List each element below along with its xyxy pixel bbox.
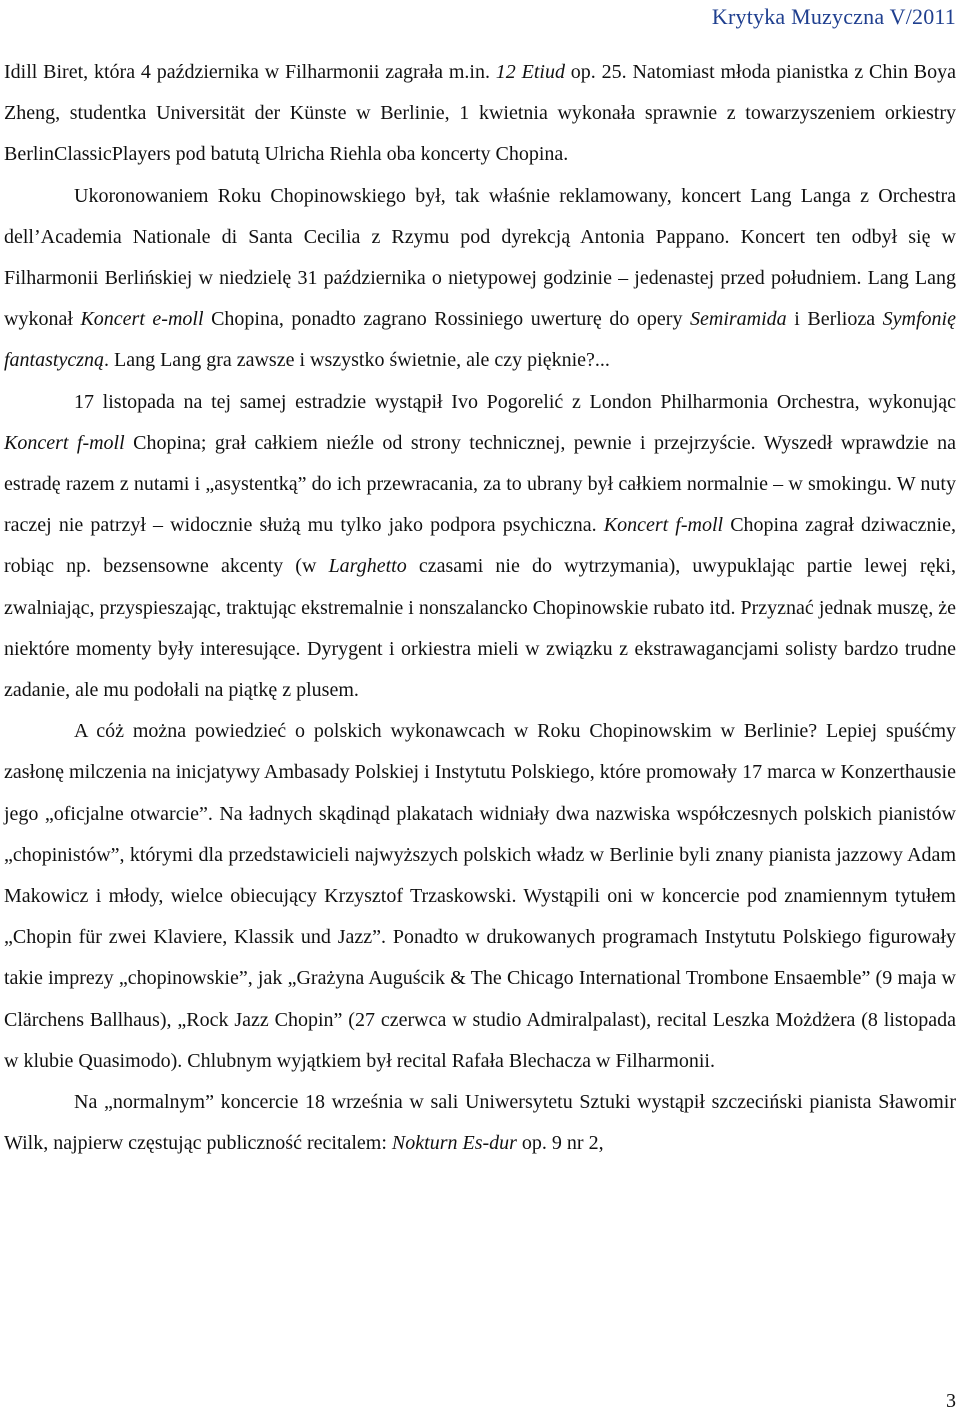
- text-run: czasami nie do wytrzymania), uwypuklając partie lewej ręki, zwalniając, przyspieszając, traktując ekstremalnie i nonszalancko Chopinowskie rubato itd. Przyznać jednak muszę, że niektóre momenty były interesujące. Dyrygent i orkiestra mieli w związku z ekstrawagancjami solisty bardzo trudne zadanie, ale mu podołali na piątkę z plusem.: [4, 555, 956, 702]
- text-run: Chopina; grał całkiem nieźle od strony technicznej, pewnie i przejrzyście. Wyszedł wprawdzie na estradę razem z nutami i „asystentką” do ich przewracania, za to ubrany był całkiem normalnie – w smokingu. W nuty raczej nie patrzył – widocznie służą mu tylko jako podpora psychiczna.: [4, 431, 956, 537]
- work-title: 12 Etiud: [495, 61, 565, 83]
- text-run: . Lang Lang gra zawsze i wszystko świetnie, ale czy pięknie?...: [104, 349, 610, 372]
- work-title: Koncert e-moll: [80, 308, 204, 331]
- page-number: 3: [946, 1390, 956, 1412]
- work-title: Nokturn Es-dur: [391, 1132, 517, 1155]
- text-run: Ukoronowaniem Roku Chopinowskiego był, tak właśnie reklamowany, koncert Lang Langa z Orchestra dell’Academia Nationale di Santa Cecilia z Rzymu pod dyrekcją Antonia Pappano. Koncert ten odbył się w Filharmonii Berlińskiej w niedzielę 31 października o nietypowej godzinie – jedenastej przed południem. Lang Lang wykonał: [4, 184, 956, 331]
- paragraph-1: [4, 52, 956, 176]
- work-title: Symfonię fantastyczną: [4, 308, 956, 372]
- paragraph-4: [4, 711, 956, 1082]
- text-run: 17 listopada na tej samej estradzie wystąpił Ivo Pogorelić z London Philharmonia Orchestra, wykonując: [74, 390, 956, 413]
- paragraph-5: [4, 1082, 956, 1164]
- text-run: Chopina, ponadto zagrano Rossiniego uwerturę do opery: [203, 308, 691, 331]
- work-title: Larghetto: [328, 555, 407, 578]
- paragraph-3: [4, 382, 956, 712]
- running-title: Krytyka Muzyczna V/2011: [711, 4, 956, 29]
- article-body: [4, 52, 956, 1164]
- work-title: Koncert f-moll: [603, 514, 724, 537]
- text-run: A cóż można powiedzieć o polskich wykonawcach w Roku Chopinowskim w Berlinie? Lepiej spuśćmy zasłonę milczenia na inicjatywy Ambasady Polskiej i Instytutu Polskiego, które promowały 17 marca w Konzerthausie jego „oficjalne otwarcie”. Na ładnych skądinąd plakatach widniały dwa nazwiska współczesnych polskich pianistów „chopinistów”, którymi dla przedstawicieli najwyższych polskich władz w Berlinie byli znany pianista jazzowy Adam Makowicz i młody, wielce obiecujący Krzysztof Trzaskowski. Wystąpili oni w koncercie pod znamiennym tytułem „Chopin für zwei Klaviere, Klassik und Jazz”. Ponadto w drukowanych programach Instytutu Polskiego figurowały takie imprezy „chopinowskie”, jak „Grażyna Auguścik & The Chicago International Trombone Ensaemble” (9 maja w Clärchens Ballhaus), „Rock Jazz Chopin” (27 czerwca w studio Admiralpalast), recital Leszka Możdżera (8 listopada w klubie Quasimodo). Chlubnym wyjątkiem był recital Rafała Blechacza w Filharmonii.: [4, 720, 956, 1072]
- text-run: op. 25. Natomiast młoda pianistka z Chin Boya Zheng, studentka Universität der Künste w Berlinie, 1 kwietnia wykonała sprawnie z towarzyszeniem orkiestry BerlinClassicPlayers pod batutą Ulricha Riehla oba koncerty Chopina.: [4, 61, 956, 166]
- text-run: i Berlioza: [786, 308, 883, 331]
- work-title: Semiramida: [690, 308, 787, 331]
- work-title: Koncert f-moll: [4, 431, 125, 454]
- text-run: Idill Biret, która 4 października w Filharmonii zagrała m.in.: [4, 61, 496, 83]
- text-run: op. 9 nr 2,: [516, 1132, 604, 1155]
- paragraph-2: [4, 176, 956, 382]
- text-run: Na „normalnym” koncercie 18 września w sali Uniwersytetu Sztuki wystąpił szczeciński pianista Sławomir Wilk, najpierw częstując publiczność recitalem:: [4, 1091, 956, 1155]
- text-run: Chopina zagrał dziwacznie, robiąc np. bezsensowne akcenty (w: [4, 514, 956, 578]
